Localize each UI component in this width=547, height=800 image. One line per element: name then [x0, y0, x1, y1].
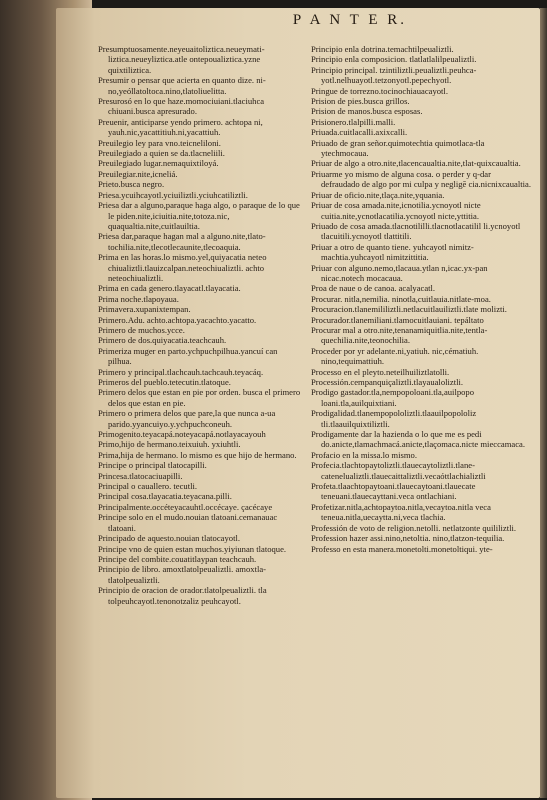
dictionary-entry: Primeriza muger en parto.ychpuchpilhua.yancuí can pilhua. [98, 345, 278, 367]
dictionary-entry: Principio de oracion de orador.tlatolpeualiztli. tla tolpeuhcayotl.tenonotzaliz peuhcayotl. [98, 585, 267, 606]
dictionary-entry: Priuada.cuitlacalli.axixcalli. [311, 127, 408, 138]
dictionary-entry: Profetizar.nitla,achtopaytoa.nitla,vecaytoa.nitla veca teneua.nitla,uecaytta.ni,veca tlachia. [311, 501, 491, 523]
dictionary-entry: Principe vno de quien estan muchos.yiyiunan tlatoque. [98, 543, 287, 554]
dictionary-entry: Professo en esta manera.monetolti.monetoltiqui. yte- [311, 543, 493, 554]
dictionary-entry: Preuenir, anticiparse yendo primero. achtopa ni, yauh.nic,yacattitiuh.ni,yacattiuh. [98, 116, 263, 138]
dictionary-entry: Primeros del pueblo.tetecutin.tlatoque. [98, 377, 231, 387]
dictionary-entry: Priuar de oficio.nite,tlaça.nite,yquania. [311, 189, 445, 200]
dictionary-entry: Presumir o pensar que acierta en quanto dize. ni-no,yeóllatoltoca.nino,tlatoliuelitta. [98, 75, 266, 96]
dictionary-entry: Profeta.tlaachtopaytoani.tlauecaytoani.tlauecate teneuani.tlauecayttani.veca ontlachiani. [311, 481, 476, 502]
dictionary-entry: Principal o cauallero. tecutli. [98, 481, 198, 492]
dictionary-entry: Princesa.tlatocaciuapilli. [98, 470, 183, 481]
dictionary-entry: Priuarme yo mismo de alguna cosa. o perder y q-dar defraudado de algo por mi culpa y negligē cia.nicnixcaualtia. [311, 168, 531, 190]
dictionary-entry: Profession hazer assi.nino,netoltia. nino,tlatzon-tequilia. [311, 533, 505, 544]
dictionary-entry: Priesa dar,paraque hagan mal a alguno.nite,tlato-tochilia.nite,tlecotlecaunite,tlecoaquia. [98, 231, 266, 252]
dictionary-entry: Professión de voto de religion.netolli. netlatzonte quililiztli. [311, 522, 517, 533]
dictionary-entry: Preuilegiado a quien se da.tlacneliili. [98, 148, 225, 159]
dictionary-entry: Presurosó en lo que haze.momociuiani.tlaciuhca chiuani.busca apresurado. [98, 96, 265, 117]
dictionary-entry: Principio enla composicion. tlatlatlalilpeualiztli. [311, 54, 477, 65]
dictionary-entry: Principio de libro. amoxtlatolpeualiztli. amoxtla-tlatolpeualiztli. [98, 564, 267, 585]
dictionary-entry: Prima,hija de hermano. lo mismo es que hijo de hermano. [98, 449, 297, 460]
running-title: P A N T E R. [292, 12, 407, 28]
dictionary-entry: Primero.Adu. achto.achtopa.yacachto.yacatto. [98, 314, 257, 325]
dictionary-entry: Proceder por yr adelante.ni,yatiuh. nic,cématiuh. nino,tequimattiuh. [311, 345, 479, 367]
dictionary-entry: Prima en las horas.lo mismo.yel,quiyacatia neteo chiualiztli.tlauizcalpan.neteochiualiztli. achto neteochiualiztli. [98, 252, 267, 283]
dictionary-entry: Principe del combite.couatitlaypan teachcauh. [98, 553, 257, 564]
dictionary-entry: Preuilegiado lugar.nemaquixtiloyá. [98, 158, 219, 169]
dictionary-entry: Priuar de algo a otro.nite,tlacencaualtia.nite,tlat-quixcaualtia. [311, 158, 521, 169]
dictionary-entry: Primo,hijo de hermano.teixuiuh. yxiuhtli. [98, 439, 241, 450]
page-edge [540, 8, 547, 798]
dictionary-entry: Primero de dos.quiyacatia.teachcauh. [98, 335, 227, 346]
dictionary-entry: Procurar. nitla,nemilia. ninotla,cuitlauia.nitlate-moa. [311, 293, 491, 304]
dictionary-entry: Proa de naue o de canoa. acalyacatl. [311, 283, 436, 294]
dictionary-entry: Prisionero.tlalpilli.malli. [311, 116, 396, 127]
dictionary-entry: Procuracion.tlanemililiztli.netlacuitlauiliztli.tlate molizti. [311, 304, 507, 315]
dictionary-entry: Procurador.tlanemiliani.tlamocuitlauiani. tepáltato [311, 314, 484, 325]
dictionary-entry: Priuar a otro de quanto tiene. yuhcayotl nimitz-machtia.yuhcayotl nimitzittitia. [311, 241, 474, 263]
dictionary-entry: Prieto.busca negro. [98, 179, 165, 190]
dictionary-entry: Priuar con alguno.nemo,tlacaua.ytlan n,icac.yx-pan nicac.notech mocacaua. [311, 262, 488, 283]
dictionary-entry: Principio enla dotrina.temachtilpeualiztli. [311, 44, 454, 54]
dictionary-entry: Prima en cada genero.tlayacatl.tlayacatia. [98, 283, 241, 294]
dictionary-entry: Profacio en la missa.lo mismo. [311, 449, 417, 460]
dictionary-entry: Primavera.xupanixtempan. [98, 304, 191, 315]
dictionary-entry: Priuado de gran señor.quimotechtia quimotlaca-tla ytechmocaua. [311, 137, 485, 159]
dictionary-entry: Pringue de torrezno.tocinochiauacayotl. [311, 85, 448, 96]
dictionary-entry: Principe solo en el mudo.nouian tlatoani.cemanauac tlatoani. [98, 512, 278, 533]
dictionary-entry: Presumptuosamente.neyeuaitoliztica.neueymati-liztica.neueyliztica.atle ontepoualiztica.yzne quixtiliztica. [98, 44, 265, 75]
dictionary-entry: Primero delos que estan en pie por orden. busca el primero delos que estan en pie. [98, 387, 301, 408]
dictionary-entry: Procurar mal a otro.nite,tenanamiquitlia.nite,tentla-quechilia.nite,teonochilia. [311, 324, 488, 346]
dictionary-entry: Processión.cempanquiçaliztli.tlayaualoliztli. [311, 377, 464, 387]
dictionary-entry: Prision de pies.busca grillos. [311, 96, 410, 107]
dictionary-entry: Prodigalidad.tlanempopololiztli.tlaauilpopololiz tli.tlaauilquixtiliztli. [311, 408, 477, 429]
dictionary-entry: Priesa.ycuihcayotl.yciuiliztli.yciuhcatiliztli. [98, 189, 248, 200]
dictionary-entry: Prision de manos.busca esposas. [311, 106, 423, 117]
dictionary-entry: Profecia.tlachtopaytoliztli.tlauecaytoliztli.tlane-catenelualiztli.tlauecaittaliztli.vecaóttlachializtli [311, 460, 486, 481]
dictionary-entry: Processo en el pleyto.neteilhuiliztlatolli. [311, 366, 450, 377]
dictionary-entry: Principio principal. tzintiliztli.peualiztli.peuhca-yotl.nelhuayotl.tetzonyotl.pepechyotl. [311, 64, 477, 86]
right-column [311, 44, 531, 790]
dictionary-entry: Prima noche.tlapoyaua. [98, 293, 179, 304]
dictionary-entry: Priesa dar a alguno,paraque haga algo, o paraque de lo que le piden.nite,iciuitia.nite,totoza.nic, quaqualtia.nite,cuitlauiltia. [98, 200, 300, 231]
dictionary-entry: Primero y principal.tlachcauh.tachcauh.teyacáq. [98, 366, 264, 377]
dictionary-entry: Principado de aquesto.nouian tlatocayotl. [98, 533, 240, 544]
left-column [98, 44, 303, 790]
dictionary-entry: Preuilegiar.nite,icneliá. [98, 168, 178, 179]
dictionary-entry: Primero o primera delos que pare,la que nunca a-ua parido.yyancuiyo.y.ychpuchconeuh. [98, 408, 276, 429]
dictionary-entry: Prodigamente dar la hazienda o lo que me es pedi do.anicte,tlamachmacá.anicte,tlaçomaca.nicte mieccamaca. [311, 429, 525, 450]
running-header [0, 0, 547, 40]
dictionary-entry: Prodigo gastador.tla,nempopoloani.tla,auilpopo loani.tla,auilquixtiani. [311, 387, 475, 408]
dictionary-entry: Primogenito.teyacapá.noteyacapá.notlayacayouh [98, 429, 266, 440]
dictionary-entry: Principe o principal tlatocapilli. [98, 460, 207, 471]
dictionary-entry: Priuar de cosa amada.nite,icnotilia.ycnoyotl nicte cuitia.nite,ycnotlacatilia.ycnoyotl nicte,yttitia. [311, 200, 481, 221]
dictionary-entry: Preuilegio ley para vno.teicneliloni. [98, 137, 221, 148]
dictionary-entry: Principal cosa.tlayacatia.teyacana.pilli. [98, 491, 232, 502]
dictionary-entry: Principalmente.occéteyacauhtl.occécaye. çacécaye [98, 501, 273, 512]
dictionary-entry: Primero de muchos.ycce. [98, 324, 185, 335]
dictionary-entry: Priuado de cosa amada.tlacnotililli.tlacnotlacatilil li.ycnoyotl tlacuitili.ycnoyotl tlattitili. [311, 220, 521, 242]
